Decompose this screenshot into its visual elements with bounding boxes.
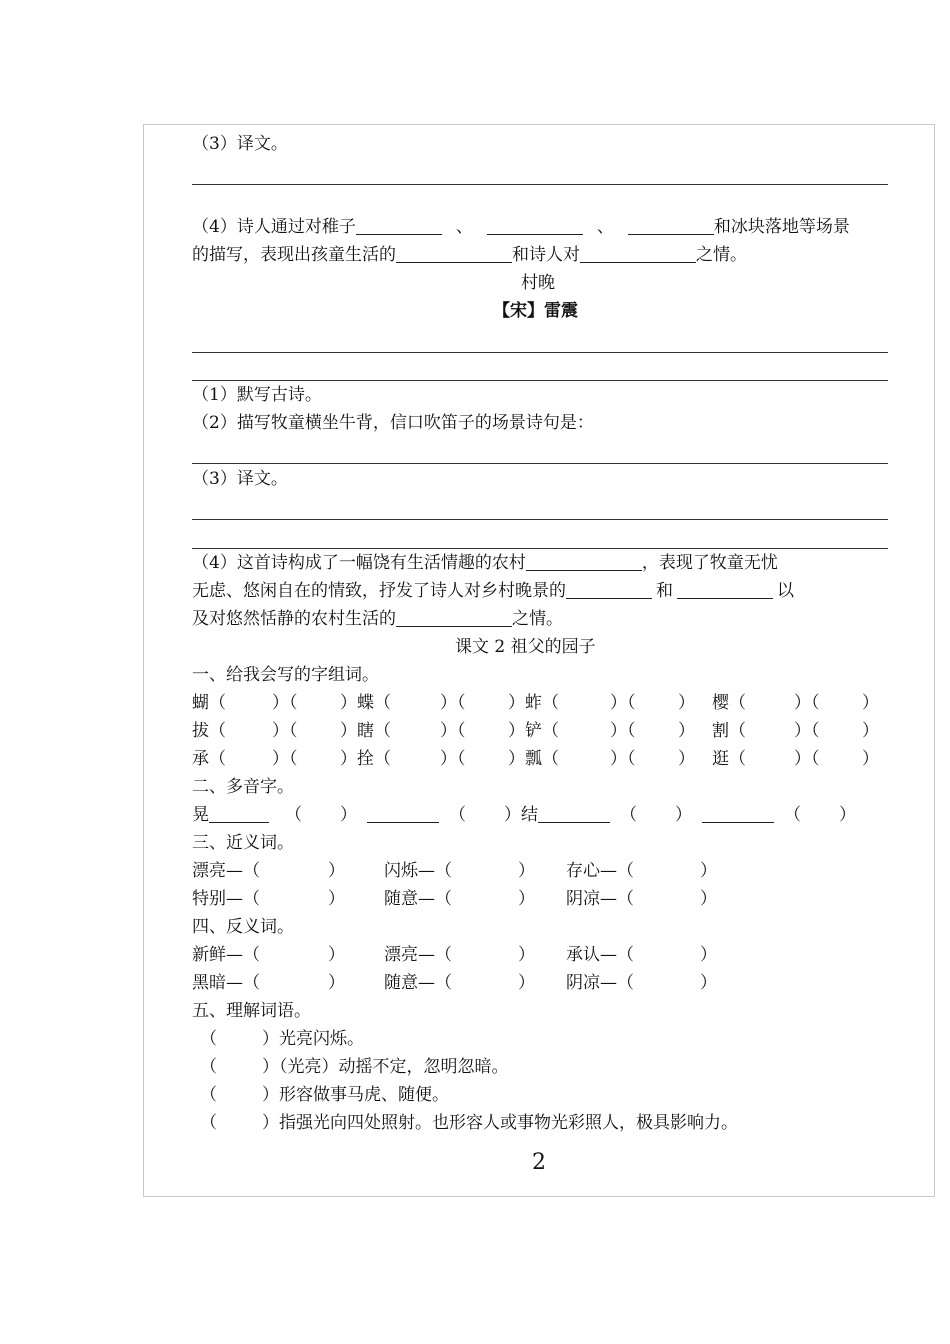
vocab-cell: 樱（ (712, 693, 746, 713)
vocab-cell: ）（ (272, 693, 298, 713)
definition-text: ）（光亮）动摇不定，忽明忽暗。 (262, 1057, 509, 1077)
word-pair-cell: 闪烁—（ (384, 861, 452, 881)
answer-line (192, 548, 888, 549)
definition-blank: （ (200, 1029, 217, 1049)
vocab-cell: ）（ (794, 749, 820, 769)
part5-heading: 五、理解词语。 (192, 1001, 311, 1021)
poem-question-2: （2）描写牧童横坐牛背，信口吹笛子的场景诗句是： (192, 413, 594, 433)
poem-question-4-line-3: 及对悠然恬静的农村生活的 之情。 (192, 609, 563, 629)
word-pair-cell: ） (700, 861, 717, 881)
vocab-cell: ）（ (794, 721, 820, 741)
vocab-cell: ）蝶（ (340, 693, 391, 713)
part4-heading: 四、反义词。 (192, 917, 294, 937)
vocab-cell: 割（ (712, 721, 746, 741)
answer-line (192, 380, 888, 381)
word-pair-cell: 漂亮—（ (192, 861, 260, 881)
poem-question-1: （1）默写古诗。 (192, 385, 322, 405)
vocab-cell: ） (678, 749, 695, 769)
page-number: 2 (532, 1150, 546, 1175)
definition-blank: （ (200, 1113, 217, 1133)
word-pair-cell: 存心—（ (566, 861, 634, 881)
definition-blank: （ (200, 1057, 217, 1077)
vocab-cell: 逛（ (712, 749, 746, 769)
vocab-cell: ）（ (440, 693, 466, 713)
word-pair-cell: 承认—（ (566, 945, 634, 965)
question-4-line-1: （4）诗人通过对稚子 、 、 和冰块落地等场景 (192, 217, 850, 237)
word-pair-cell: 漂亮—（ (384, 945, 452, 965)
vocab-cell: ）（ (272, 749, 298, 769)
vocab-cell: ） (678, 693, 695, 713)
vocab-cell: ）瓢（ (508, 749, 559, 769)
question-4-line-2: 的描写，表现出孩童生活的 和诗人对 之情。 (192, 245, 747, 265)
poem-question-4-line-1: （4）这首诗构成了一幅饶有生活情趣的农村 ，表现了牧童无忧 (192, 553, 778, 573)
part3-heading: 三、近义词。 (192, 833, 294, 853)
vocab-cell: ） (862, 749, 879, 769)
word-pair-cell: ） (518, 861, 535, 881)
word-pair-cell: ） (700, 945, 717, 965)
answer-line (192, 184, 888, 185)
vocab-cell: ） (862, 721, 879, 741)
definition-text: ）光亮闪烁。 (262, 1029, 364, 1049)
vocab-cell: 承（ (192, 749, 226, 769)
part2-row: 晃 （ ） （ ）结 （ ） （ ） (192, 805, 856, 825)
vocab-cell: ）蚱（ (508, 693, 559, 713)
word-pair-cell: ） (328, 861, 345, 881)
vocab-cell: ）（ (272, 721, 298, 741)
vocab-cell: ）铲（ (508, 721, 559, 741)
word-pair-cell: ） (328, 973, 345, 993)
word-pair-cell: ） (518, 973, 535, 993)
word-pair-cell: ） (328, 945, 345, 965)
poem-question-3: （3）译文。 (192, 469, 288, 489)
word-pair-cell: ） (518, 945, 535, 965)
poem-question-4-line-2: 无虑、悠闲自在的情致，抒发了诗人对乡村晚景的 和 以 (192, 581, 794, 601)
vocab-cell: 拔（ (192, 721, 226, 741)
word-pair-cell: ） (518, 889, 535, 909)
lesson-title: 课文 2 祖父的园子 (455, 637, 596, 657)
answer-line (192, 519, 888, 520)
question-3-translation: （3）译文。 (192, 134, 288, 154)
word-pair-cell: 新鲜—（ (192, 945, 260, 965)
vocab-cell: 蝴（ (192, 693, 226, 713)
word-pair-cell: ） (700, 889, 717, 909)
vocab-cell: ）瞎（ (340, 721, 391, 741)
word-pair-cell: 阴凉—（ (566, 973, 634, 993)
vocab-cell: ）（ (440, 749, 466, 769)
definition-text: ）形容做事马虎、随便。 (262, 1085, 449, 1105)
vocab-cell: ）（ (610, 693, 636, 713)
word-pair-cell: ） (700, 973, 717, 993)
word-pair-cell: ） (328, 889, 345, 909)
vocab-cell: ）拴（ (340, 749, 391, 769)
poem-author: 【宋】雷震 (493, 301, 578, 321)
vocab-cell: ） (862, 693, 879, 713)
part1-heading: 一、给我会写的字组词。 (192, 665, 379, 685)
vocab-cell: ）（ (610, 721, 636, 741)
part2-heading: 二、多音字。 (192, 777, 294, 797)
answer-line (192, 352, 888, 353)
vocab-cell: ） (678, 721, 695, 741)
word-pair-cell: 特别—（ (192, 889, 260, 909)
word-pair-cell: 随意—（ (384, 973, 452, 993)
word-pair-cell: 随意—（ (384, 889, 452, 909)
vocab-cell: ）（ (440, 721, 466, 741)
answer-line (192, 463, 888, 464)
definition-blank: （ (200, 1085, 217, 1105)
poem-title: 村晚 (521, 273, 555, 293)
definition-text: ）指强光向四处照射。也形容人或事物光彩照人，极具影响力。 (262, 1113, 738, 1133)
vocab-cell: ）（ (794, 693, 820, 713)
vocab-cell: ）（ (610, 749, 636, 769)
word-pair-cell: 黑暗—（ (192, 973, 260, 993)
word-pair-cell: 阴凉—（ (566, 889, 634, 909)
